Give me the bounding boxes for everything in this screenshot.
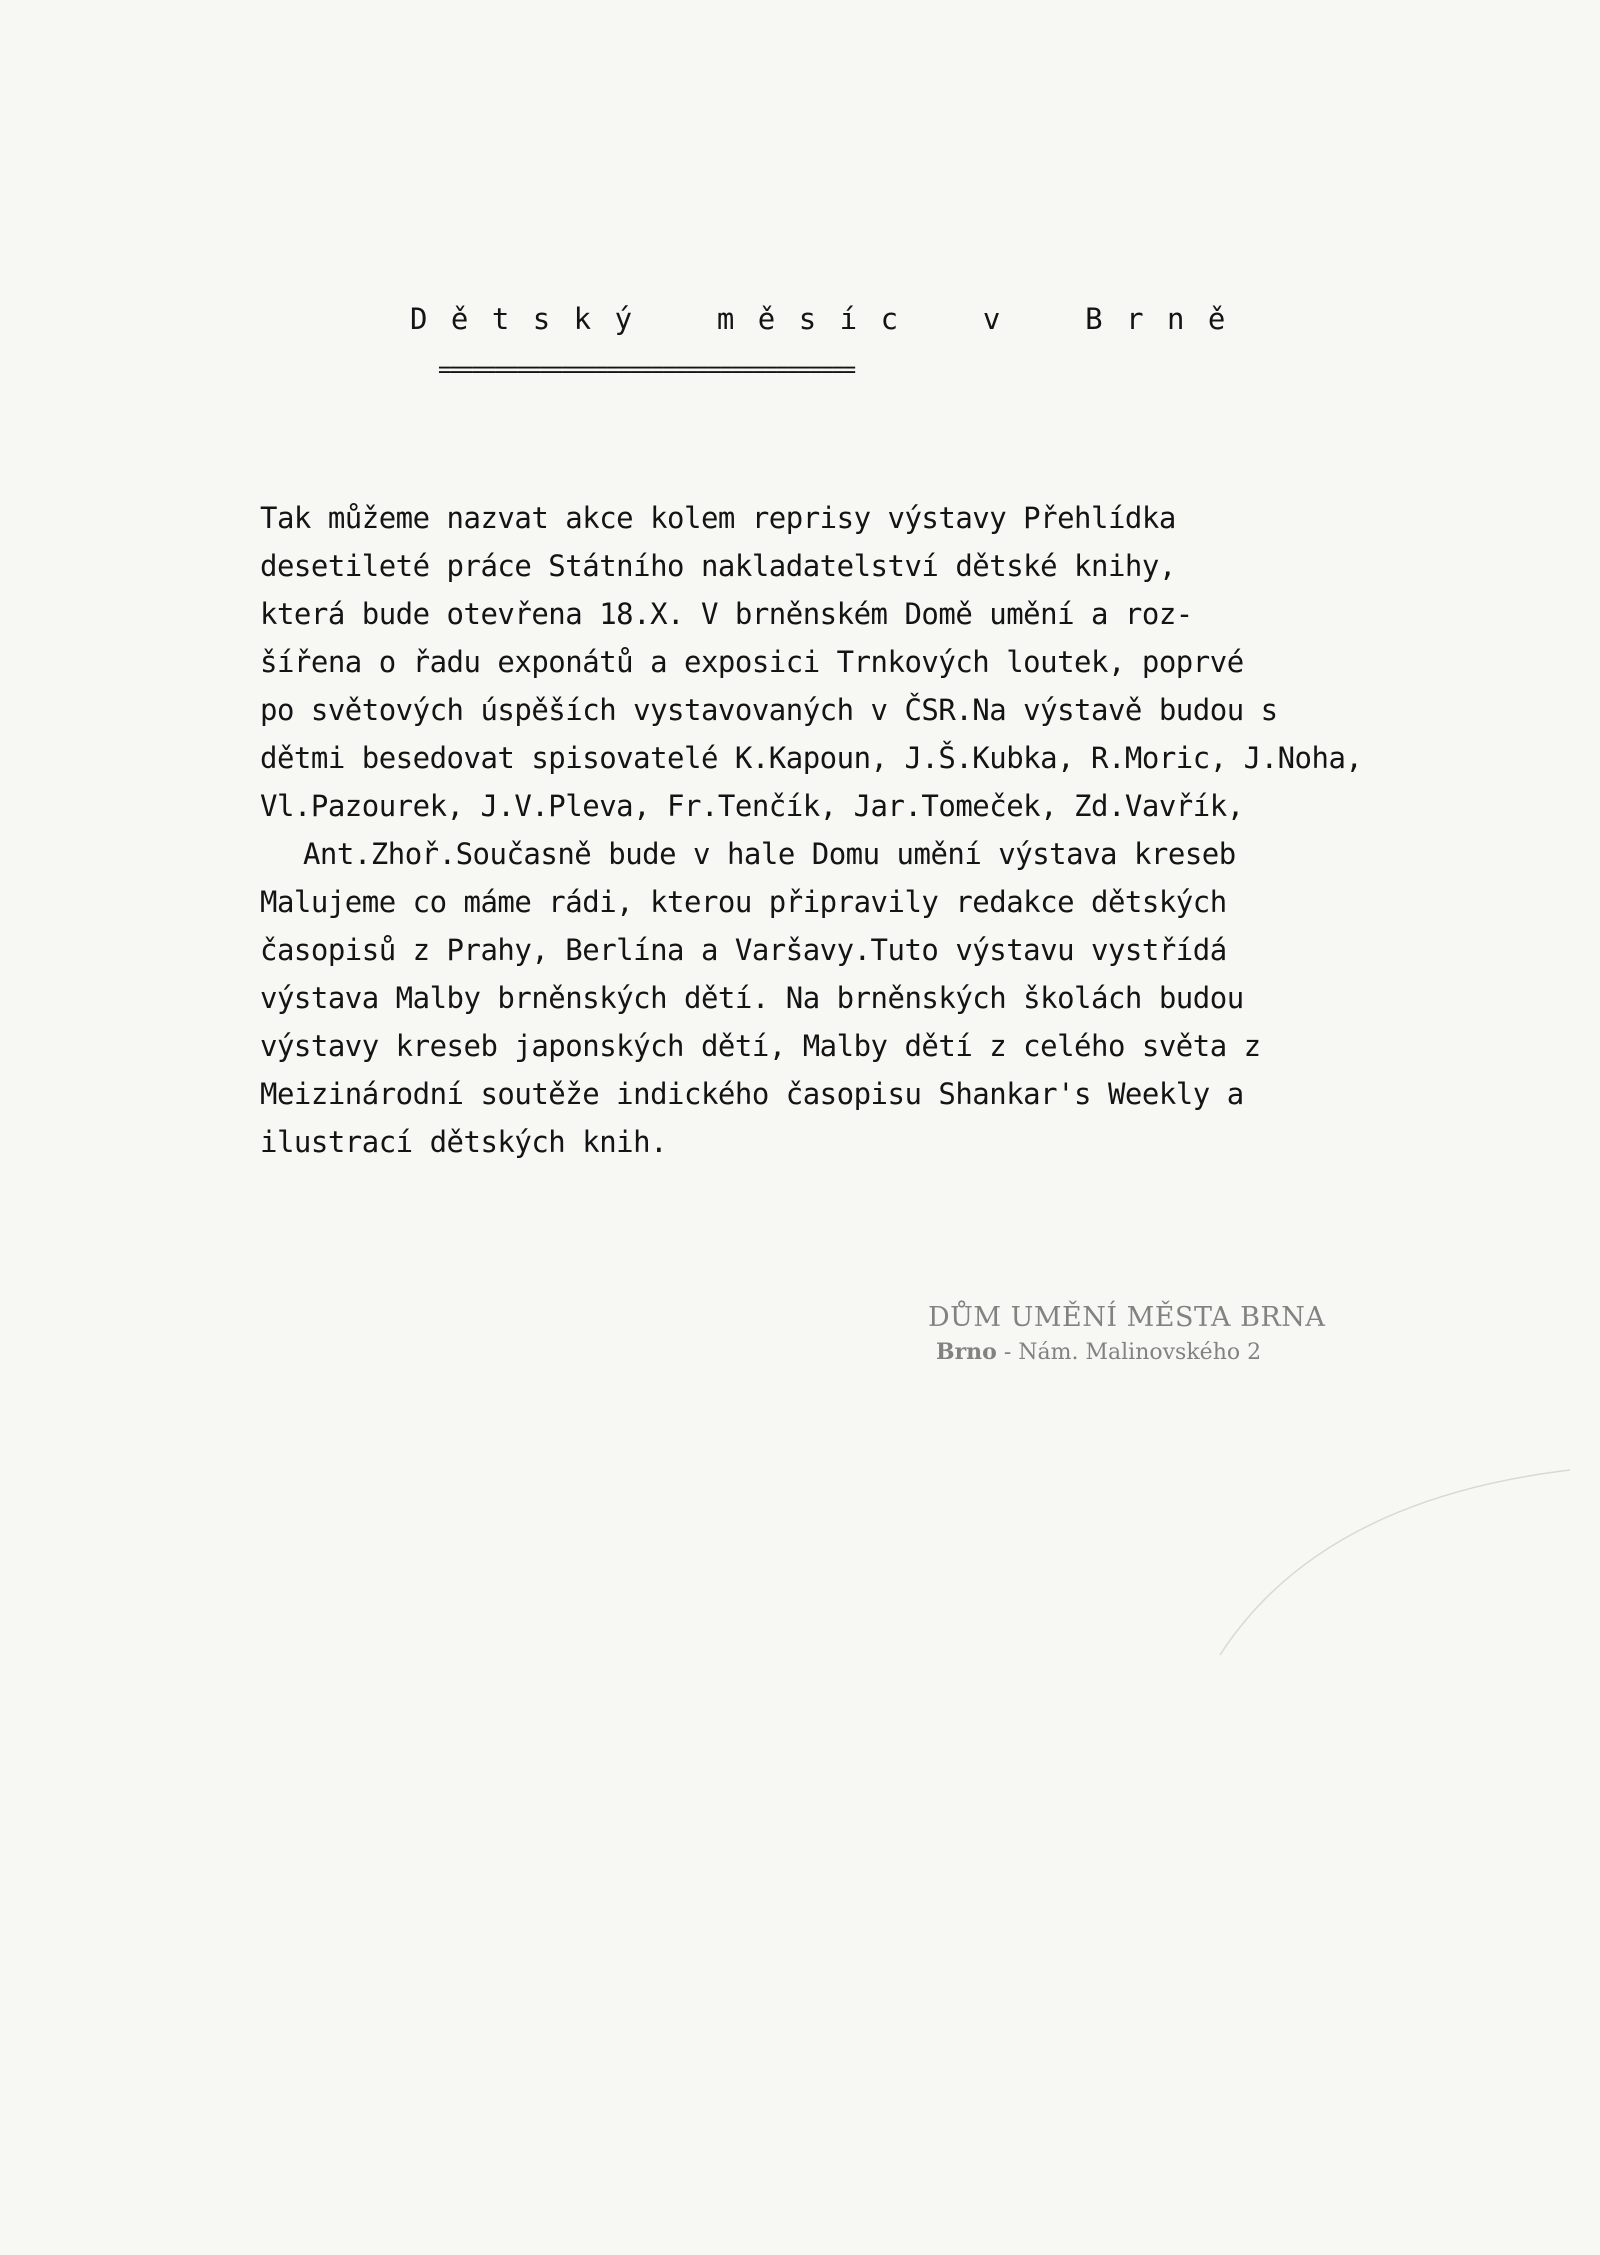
stamp-address: Nám. Malinovského 2 [1018,1340,1262,1365]
text-line: která bude otevřena 18.X. V brněnském Domě umění a roz- [260,597,1193,631]
text-line: Vl.Pazourek, J.V.Pleva, Fr.Tenčík, Jar.Tomeček, Zd.Vavřík, [260,789,1244,823]
text-line: Malujeme co máme rádi, kterou připravily redakce dětských [260,885,1227,919]
text-line: desetileté práce Státního nakladatelství dětské knihy, [260,549,1176,583]
text-line: šířena o řadu exponátů a exposici Trnkových loutek, poprvé [260,645,1244,679]
text-line: časopisů z Prahy, Berlína a Varšavy.Tuto výstavu vystřídá [260,933,1227,967]
institution-stamp [928,1300,1368,1369]
title-underline: ===================================== [438,358,855,383]
text-line: Meizinárodní soutěže indického časopisu Shankar's Weekly a [260,1077,1244,1111]
document-title: D ě t s k ý m ě s í c v B r n ě [410,302,1229,336]
stamp-separator: - [996,1340,1019,1365]
text-line: výstava Malby brněnských dětí. Na brněnských školách budou [260,981,1244,1015]
text-line: ilustrací dětských knih. [260,1125,668,1159]
text-line: dětmi besedovat spisovatelé K.Kapoun, J.Š.Kubka, R.Moric, J.Noha, [260,741,1363,775]
text-line: výstavy kreseb japonských dětí, Malby dětí z celého světa z [260,1029,1261,1063]
stamp-institution-name: DŮM UMĚNÍ MĚSTA BRNA [928,1302,1326,1333]
text-line: Tak můžeme nazvat akce kolem reprisy výstavy Přehlídka [260,501,1176,535]
body-text [258,494,1558,1166]
text-line: po světových úspěších vystavovaných v ČSR.Na výstavě budou s [260,693,1278,727]
stamp-address-line [928,1336,1368,1369]
text-line: Ant.Zhoř.Současně bude v hale Domu umění výstava kreseb [286,837,1236,871]
stamp-city: Brno [936,1339,997,1365]
paper-crease-mark [1200,1460,1580,1660]
